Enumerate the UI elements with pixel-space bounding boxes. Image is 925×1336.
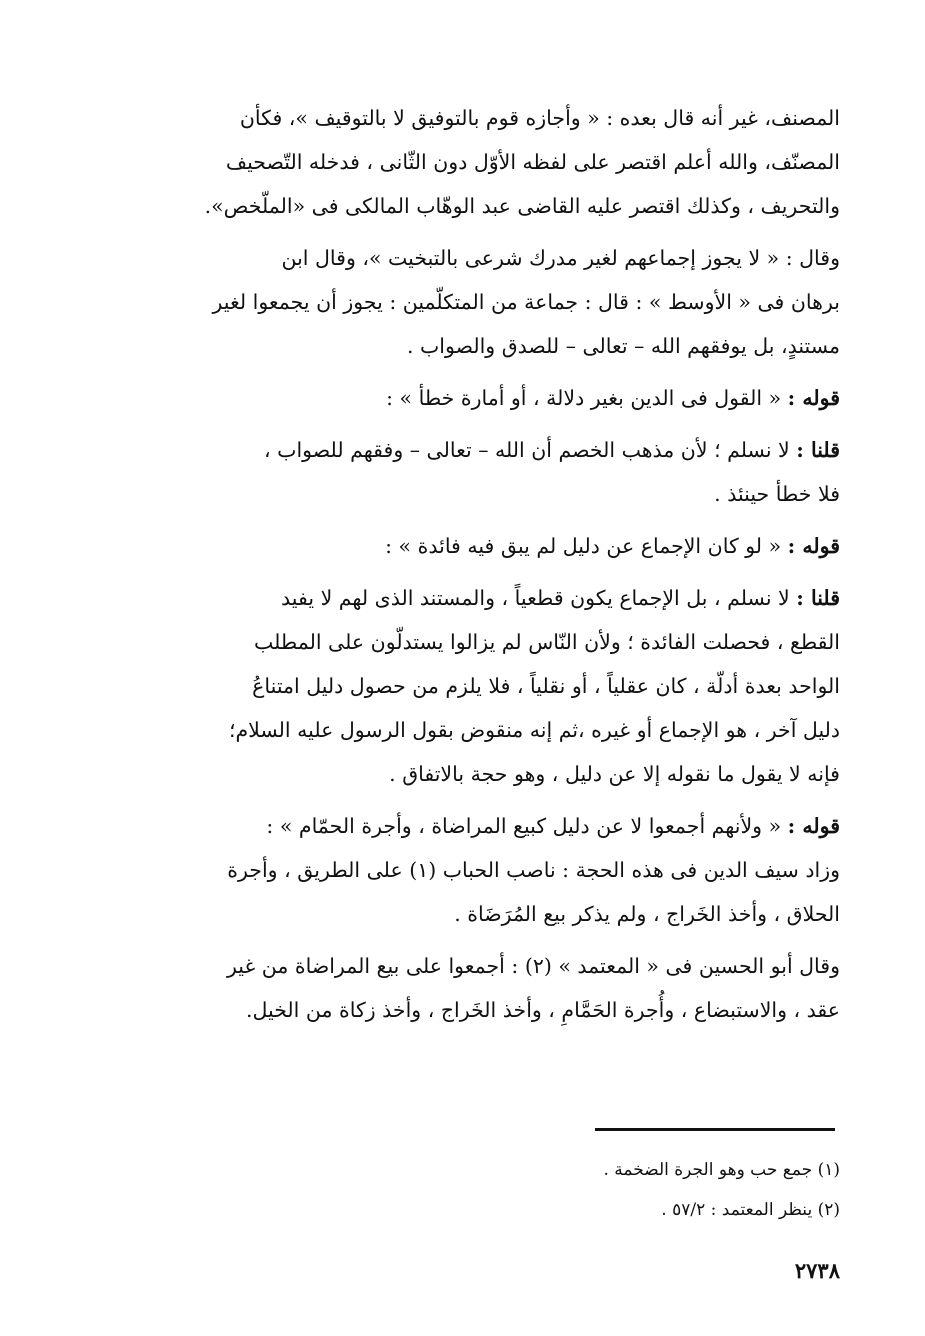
text-line <box>120 428 840 472</box>
paragraph-7 <box>120 804 840 936</box>
paragraph-8 <box>120 944 840 1032</box>
paragraph-lead: قوله : <box>787 386 840 410</box>
text-line: الحلاق ، وأخذ الخَراج ، ولم يذكر بيع المُرَضَاة . <box>454 902 840 926</box>
text-line: والتحريف ، وكذلك اقتصر عليه القاضى عبد الوهّاب المالكى فى «الملّخص». <box>204 194 840 218</box>
text-line <box>120 804 840 848</box>
paragraph-1 <box>120 96 840 228</box>
paragraph-lead: قلنا : <box>796 586 840 610</box>
main-text <box>120 96 840 1032</box>
text-span: « القول فى الدين بغير دلالة ، أو أمارة خطأ » : <box>386 386 782 410</box>
page-number: ٢٧٣٨ <box>794 1258 840 1283</box>
text-span: لا نسلم ؛ لأن مذهب الخصم أن الله – تعالى – وفقهم للصواب ، <box>264 438 790 462</box>
text-line: فلا خطأ حينئذ . <box>714 482 840 506</box>
paragraph-4 <box>120 428 840 516</box>
text-line: فإنه لا يقول ما نقوله إلا عن دليل ، وهو حجة بالاتفاق . <box>389 762 840 786</box>
paragraph-6 <box>120 576 840 796</box>
text-span: « ولأنهم أجمعوا لا عن دليل كبيع المراضاة ، وأجرة الحمّام » : <box>266 814 782 838</box>
paragraph-5 <box>120 524 840 568</box>
paragraph-lead: قوله : <box>787 814 840 838</box>
text-line: عقد ، والاستبضاع ، وأُجرة الحَمَّامِ ، وأخذ الخَراج ، وأخذ زكاة من الخيل. <box>245 998 840 1022</box>
text-line: المصنّف، والله أعلم اقتصر على لفظه الأوّل دون الثّانى ، فدخله التّصحيف <box>225 150 840 174</box>
paragraph-2 <box>120 236 840 368</box>
text-line: الواحد بعدة أدلّة ، كان عقلياً ، أو نقلياً ، فلا يلزم من حصول دليل امتناعُ <box>252 674 840 698</box>
text-line: وزاد سيف الدين فى هذه الحجة : ناصب الحباب (١) على الطريق ، وأجرة <box>227 858 840 882</box>
footnote-divider <box>595 1128 835 1131</box>
text-line: المصنف، غير أنه قال بعده : « وأجازه قوم بالتوفيق لا بالتوقيف »، فكأن <box>239 106 840 130</box>
text-line: دليل آخر ، هو الإجماع أو غيره ،ثم إنه منقوض بقول الرسول عليه السلام؛ <box>228 718 840 742</box>
text-line <box>120 376 840 420</box>
paragraph-lead: قوله : <box>787 534 840 558</box>
footnote-1: (١) جمع حب وهو الجرة الضخمة . <box>603 1160 840 1180</box>
text-line: مستندٍ، بل يوفقهم الله – تعالى – للصدق والصواب . <box>406 334 840 358</box>
text-line <box>120 576 840 620</box>
text-span: لا نسلم ، بل الإجماع يكون قطعياً ، والمستند الذى لهم لا يفيد <box>281 586 790 610</box>
text-line: وقال : « لا يجوز إجماعهم لغير مدرك شرعى بالتبخيت »، وقال ابن <box>281 246 840 270</box>
text-span: « لو كان الإجماع عن دليل لم يبق فيه فائدة » : <box>385 534 782 558</box>
text-line: القطع ، فحصلت الفائدة ؛ ولأن النّاس لم يزالوا يستدلّون على المطلب <box>254 630 840 654</box>
footnote-2: (٢) ينظر المعتمد : ٥٧/٢ . <box>661 1200 840 1220</box>
text-line: برهان فى « الأوسط » : قال : جماعة من المتكلّمين : يجوز أن يجمعوا لغير <box>212 290 840 314</box>
paragraph-lead: قلنا : <box>796 438 840 462</box>
footnotes <box>400 1150 840 1230</box>
text-line <box>120 524 840 568</box>
paragraph-3 <box>120 376 840 420</box>
text-line: وقال أبو الحسين فى « المعتمد » (٢) : أجمعوا على بيع المراضاة من غير <box>227 954 840 978</box>
